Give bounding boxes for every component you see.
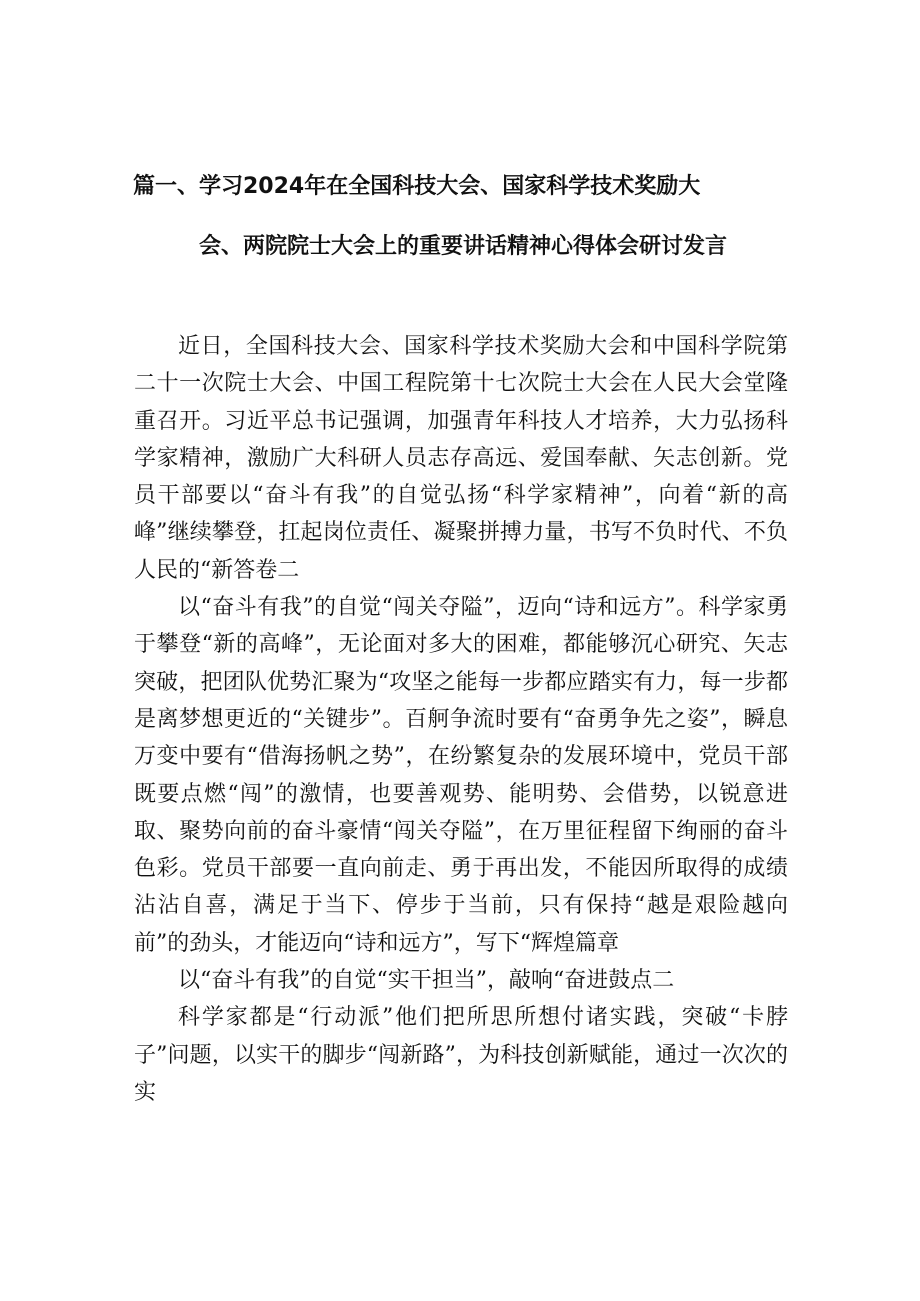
paragraph-xingdongpai: 科学家都是“行动派”他们把所思所想付诸实践，突破“卡脖子”问题，以实干的脚步“闯新路”，为科技创新赋能，通过一次次的实 bbox=[134, 1005, 788, 1105]
document-body bbox=[134, 328, 788, 1111]
paragraph-intro: 近日，全国科技大会、国家科学技术奖励大会和中国科学院第二十一次院士大会、中国工程院第十七次院士大会在人民大会堂隆重召开。习近平总书记强调，加强青年科技人才培养，大力弘扬科学家精神，激励广大科研人员志存高远、爱国奉献、矢志创新。党员干部要以“奋斗有我”的自觉弘扬“科学家精神”，向着“新的高峰”继续攀登，扛起岗位责任、凝聚拼搏力量，书写不负时代、不负人民的“新答卷二 bbox=[134, 334, 788, 583]
document-title-line-1: 篇一、学习2024年在全国科技大会、国家科学技术奖励大 bbox=[133, 174, 701, 199]
document-title-line-2: 会、两院院士大会上的重要讲话精神心得体会研讨发言 bbox=[199, 234, 728, 259]
paragraph-chuangguan: 以“奋斗有我”的自觉“闯关夺隘”，迈向“诗和远方”。科学家勇于攀登“新的高峰”，无论面对多大的困难，都能够沉心研究、矢志突破，把团队优势汇聚为“攻坚之能每一步都应踏实有力，每一步都是离梦想更近的“关键步”。百舸争流时要有“奋勇争先之姿”，瞬息万变中要有“借海扬帆之势”，在纷繁复杂的发展环境中，党员干部既要点燃“闯”的激情，也要善观势、能明势、会借势，以锐意进取、聚势向前的奋斗豪情“闯关夺隘”，在万里征程留下绚丽的奋斗色彩。党员干部要一直向前走、勇于再出发，不能因所取得的成绩沾沾自喜，满足于当下、停步于当前，只有保持“越是艰险越向前”的劲头，才能迈向“诗和远方”，写下“辉煌篇章 bbox=[134, 595, 788, 956]
paragraph-shigan-heading: 以“奋斗有我”的自觉“实干担当”，敲响“奋进鼓点二 bbox=[178, 968, 675, 994]
